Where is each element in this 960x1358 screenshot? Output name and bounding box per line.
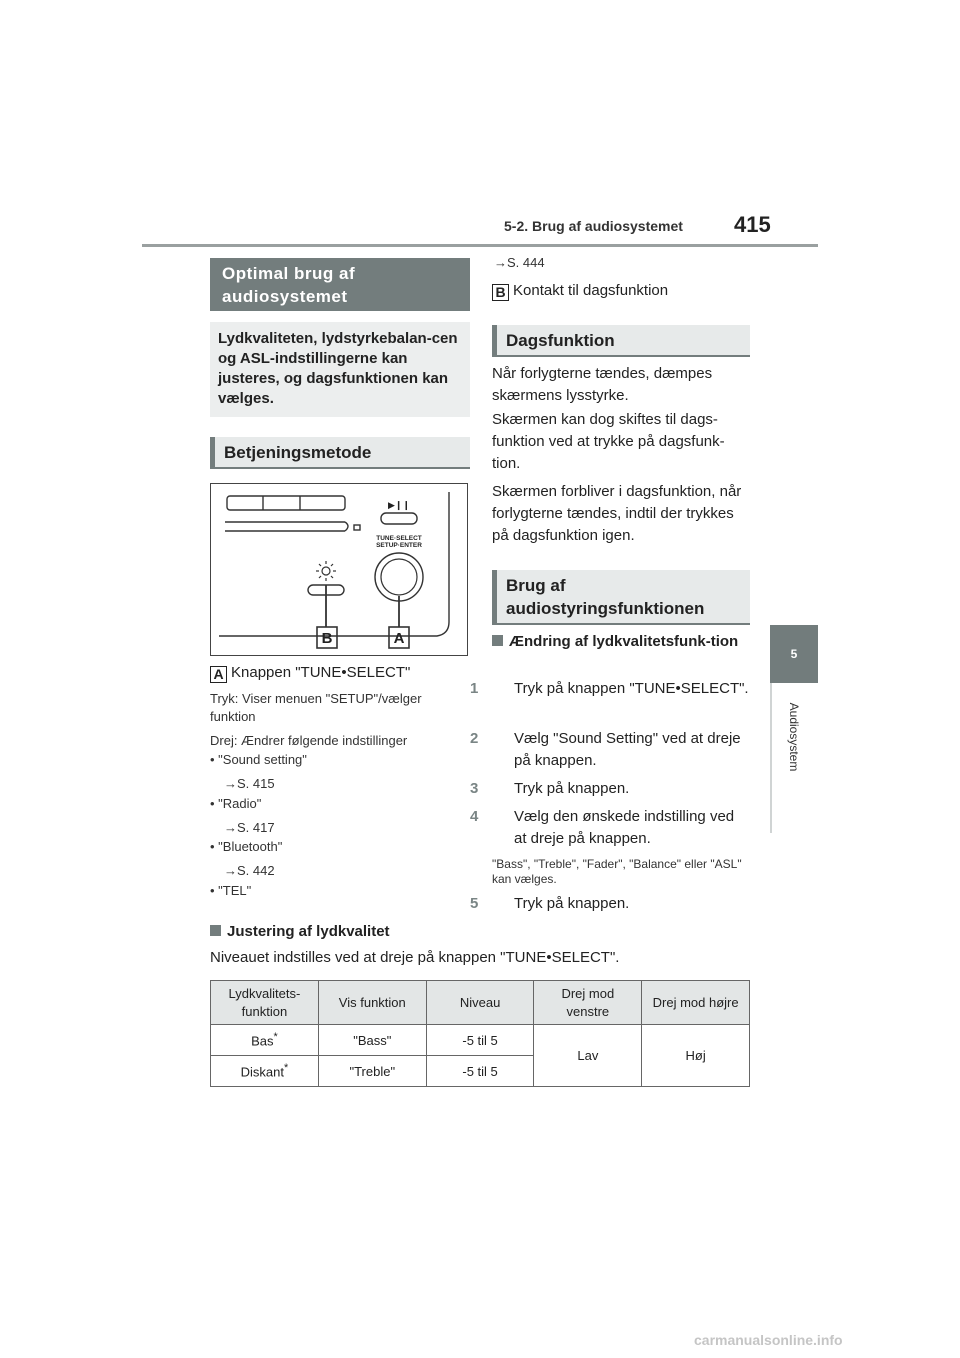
- header-divider: [142, 244, 818, 247]
- step-5: 5 Tryk på knappen.: [470, 895, 630, 912]
- day-paragraph-2: Skærmen kan dog skiftes til dags-funktion ved at trykke på dagsfunk-tion.: [492, 411, 725, 472]
- knob-label-bottom: SETUP·ENTER: [376, 542, 422, 549]
- tune-select-knob: [375, 553, 423, 601]
- chapter-label: Audiosystem: [787, 702, 801, 772]
- bullet-bluetooth: • "Bluetooth": [210, 839, 283, 854]
- table-header-cell: Lydkvalitets-funktion: [211, 981, 319, 1025]
- change-quality-heading: Ændring af lydkvalitetsfunk-tion: [492, 631, 750, 653]
- main-heading: Optimal brug af audiosystemet: [210, 258, 470, 311]
- step-3: 3 Tryk på knappen.: [470, 780, 630, 797]
- item-a-text: Knappen "TUNE•SELECT": [231, 664, 411, 681]
- press-description: Tryk: Viser menuen "SETUP"/vælger funktion: [210, 691, 422, 724]
- table-cell-mode: Diskant*: [211, 1056, 319, 1087]
- table-cell-left: Lav: [534, 1025, 642, 1087]
- watermark: carmanualsonline.info: [694, 1332, 843, 1348]
- step-2: 2 Vælg "Sound Setting" ved at dreje på knappen.: [470, 730, 741, 769]
- day-mode-heading: Dagsfunktion: [492, 325, 750, 357]
- footnote-star: *: [273, 1031, 278, 1044]
- section-title: 5-2. Brug af audiosystemet: [504, 218, 683, 234]
- table-cell-display: "Treble": [318, 1056, 426, 1087]
- day-paragraph-1: Når forlygterne tændes, dæmpes skærmens lysstyrke.: [492, 365, 713, 404]
- page-number: 415: [734, 212, 771, 237]
- audio-control-heading: Brug af audiostyringsfunktionen: [492, 570, 750, 625]
- table-header-cell: Drej mod højre: [642, 981, 750, 1025]
- control-panel-illustration: [211, 484, 467, 655]
- callout-b-label: B: [321, 630, 333, 647]
- item-b-text: Kontakt til dagsfunktion: [513, 282, 669, 299]
- ref-radio: →S. 417: [224, 820, 275, 835]
- step-1: 1 Tryk på knappen "TUNE•SELECT".: [470, 680, 749, 697]
- adjust-quality-text: Niveauet indstilles ved at dreje på knappen "TUNE•SELECT".: [210, 949, 620, 966]
- table-cell-display: "Bass": [318, 1025, 426, 1056]
- table-cell-mode: Bas*: [211, 1025, 319, 1056]
- item-a: [210, 662, 470, 684]
- adjust-quality-heading: Justering af lydkvalitet: [210, 921, 750, 943]
- turn-description: Drej: Ændrer følgende indstillinger: [210, 733, 408, 748]
- operation-heading: Betjeningsmetode: [210, 437, 470, 469]
- control-panel-figure: [210, 483, 468, 656]
- item-b-letter: B: [492, 284, 509, 301]
- table-cell-right: Høj: [642, 1025, 750, 1087]
- callout-a-label: A: [393, 630, 405, 647]
- table-header-cell: Drej mod venstre: [534, 981, 642, 1025]
- chapter-tab: 5: [770, 625, 818, 683]
- table-header-cell: Niveau: [426, 981, 534, 1025]
- bullet-sound-setting: • "Sound setting": [210, 752, 307, 767]
- ref-sound-setting: →S. 415: [224, 776, 275, 791]
- play-pause-button: [381, 513, 417, 524]
- cd-slot-top: [227, 496, 345, 510]
- square-bullet-icon: [492, 635, 503, 646]
- item-b: [492, 280, 752, 302]
- knob-label-top: TUNE·SELECT: [376, 535, 422, 542]
- day-paragraph-3: Skærmen forbliver i dagsfunktion, når forlygterne tændes, indtil der trykkes på dagsfunktion igen.: [492, 483, 742, 544]
- play-pause-icon: ▶❙❙: [387, 501, 411, 511]
- table-cell-level: -5 til 5: [426, 1025, 534, 1056]
- table-header-cell: Vis funktion: [318, 981, 426, 1025]
- bullet-radio: • "Radio": [210, 796, 262, 811]
- step-4: 4 Vælg den ønskede indstilling ved at dreje på knappen.: [470, 808, 735, 847]
- ref-tel: →S. 444: [494, 255, 545, 270]
- step-4-note: "Bass", "Treble", "Fader", "Balance" eller "ASL" kan vælges.: [492, 857, 742, 886]
- ref-bluetooth: →S. 442: [224, 863, 275, 878]
- intro-box: Lydkvaliteten, lydstyrkebalan-cen og ASL-indstillingerne kan justeres, og dagsfunktionen kan vælges.: [210, 322, 470, 417]
- sound-settings-table: [210, 980, 750, 1087]
- item-a-letter: A: [210, 666, 227, 683]
- table-cell-level: -5 til 5: [426, 1056, 534, 1087]
- table-header-row: [211, 981, 750, 1025]
- footnote-star: *: [284, 1062, 289, 1075]
- sun-icon: [316, 561, 336, 581]
- bullet-tel: • "TEL": [210, 883, 252, 898]
- table-row: [211, 1025, 750, 1056]
- chapter-tab-rule: [770, 683, 772, 833]
- square-bullet-icon: [210, 925, 221, 936]
